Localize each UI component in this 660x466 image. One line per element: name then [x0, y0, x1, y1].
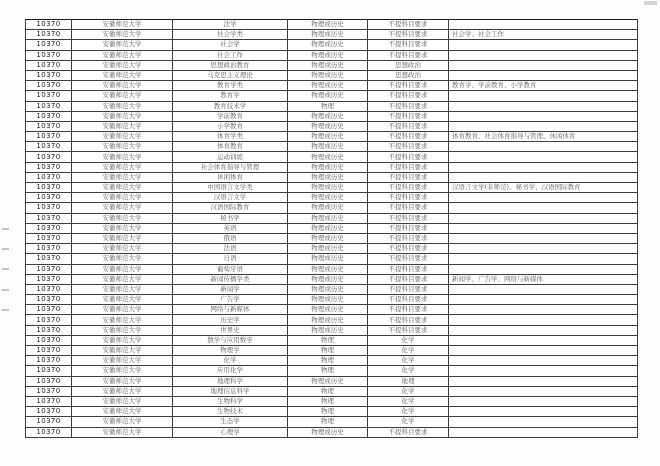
college-name-cell: 安徽师范大学 [72, 70, 173, 80]
primary-subject-cell: 物理或历史 [288, 81, 368, 91]
major-name-cell: 化学 [173, 356, 288, 366]
table-row [26, 427, 638, 437]
primary-subject-cell: 物理或历史 [288, 152, 368, 162]
table-row [26, 325, 638, 335]
college-name-cell: 安徽师范大学 [72, 20, 173, 30]
secondary-subject-cell: 不提科目要求 [368, 183, 449, 193]
secondary-subject-cell: 思想政治 [368, 60, 449, 70]
table-row [26, 244, 638, 254]
college-code-cell: 10370 [26, 305, 72, 315]
college-name-cell: 安徽师范大学 [72, 417, 173, 427]
college-name-cell: 安徽师范大学 [72, 376, 173, 386]
remark-cell [449, 417, 638, 427]
remark-cell [449, 284, 638, 294]
college-code-cell: 10370 [26, 70, 72, 80]
major-name-cell: 学前教育 [173, 111, 288, 121]
college-code-cell: 10370 [26, 30, 72, 40]
major-name-cell: 英语 [173, 223, 288, 233]
college-name-cell: 安徽师范大学 [72, 346, 173, 356]
college-name-cell: 安徽师范大学 [72, 132, 173, 142]
table-row [26, 396, 638, 406]
secondary-subject-cell: 不提科目要求 [368, 274, 449, 284]
secondary-subject-cell: 化学 [368, 386, 449, 396]
primary-subject-cell: 物理或历史 [288, 60, 368, 70]
college-code-cell: 10370 [26, 346, 72, 356]
table-row [26, 111, 638, 121]
secondary-subject-cell: 不提科目要求 [368, 142, 449, 152]
remark-cell [449, 315, 638, 325]
table-row [26, 172, 638, 182]
college-name-cell: 安徽师范大学 [72, 223, 173, 233]
primary-subject-cell: 物理或历史 [288, 244, 368, 254]
table-row [26, 60, 638, 70]
primary-subject-cell: 物理或历史 [288, 183, 368, 193]
secondary-subject-cell: 化学 [368, 346, 449, 356]
college-name-cell: 安徽师范大学 [72, 91, 173, 101]
primary-subject-cell: 物理或历史 [288, 162, 368, 172]
secondary-subject-cell: 不提科目要求 [368, 101, 449, 111]
college-code-cell: 10370 [26, 142, 72, 152]
admission-requirements-table [25, 19, 638, 438]
table-row [26, 346, 638, 356]
major-name-cell: 地理信息科学 [173, 386, 288, 396]
college-code-cell: 10370 [26, 132, 72, 142]
remark-cell [449, 91, 638, 101]
major-name-cell: 思想政治教育 [173, 60, 288, 70]
remark-cell [449, 244, 638, 254]
remark-cell [449, 50, 638, 60]
college-name-cell: 安徽师范大学 [72, 315, 173, 325]
college-name-cell: 安徽师范大学 [72, 427, 173, 437]
table-row [26, 335, 638, 345]
secondary-subject-cell: 不提科目要求 [368, 427, 449, 437]
primary-subject-cell: 物理或历史 [288, 20, 368, 30]
primary-subject-cell: 物理 [288, 386, 368, 396]
college-code-cell: 10370 [26, 386, 72, 396]
primary-subject-cell: 物理 [288, 396, 368, 406]
secondary-subject-cell: 不提科目要求 [368, 30, 449, 40]
college-name-cell: 安徽师范大学 [72, 396, 173, 406]
college-code-cell: 10370 [26, 315, 72, 325]
table-row [26, 142, 638, 152]
primary-subject-cell: 物理或历史 [288, 284, 368, 294]
remark-cell [449, 172, 638, 182]
college-name-cell: 安徽师范大学 [72, 162, 173, 172]
college-name-cell: 安徽师范大学 [72, 233, 173, 243]
college-code-cell: 10370 [26, 40, 72, 50]
remark-cell [449, 223, 638, 233]
secondary-subject-cell: 不提科目要求 [368, 40, 449, 50]
major-name-cell: 生物技术 [173, 407, 288, 417]
college-code-cell: 10370 [26, 20, 72, 30]
remark-cell [449, 111, 638, 121]
primary-subject-cell: 物理或历史 [288, 91, 368, 101]
primary-subject-cell: 物理或历史 [288, 213, 368, 223]
college-code-cell: 10370 [26, 193, 72, 203]
primary-subject-cell: 物理或历史 [288, 305, 368, 315]
college-code-cell: 10370 [26, 91, 72, 101]
major-name-cell: 体育学类 [173, 132, 288, 142]
college-name-cell: 安徽师范大学 [72, 386, 173, 396]
major-name-cell: 数学与应用数学 [173, 335, 288, 345]
secondary-subject-cell: 化学 [368, 366, 449, 376]
major-name-cell: 地理科学 [173, 376, 288, 386]
primary-subject-cell: 物理 [288, 356, 368, 366]
secondary-subject-cell: 不提科目要求 [368, 111, 449, 121]
secondary-subject-cell: 不提科目要求 [368, 50, 449, 60]
college-code-cell: 10370 [26, 274, 72, 284]
remark-cell: 体育教育、社会体育指导与管理、休闲体育 [449, 132, 638, 142]
secondary-subject-cell: 不提科目要求 [368, 152, 449, 162]
remark-cell [449, 335, 638, 345]
table-row [26, 386, 638, 396]
remark-cell [449, 396, 638, 406]
remark-cell [449, 233, 638, 243]
secondary-subject-cell: 化学 [368, 335, 449, 345]
table-row [26, 132, 638, 142]
table-row [26, 315, 638, 325]
table-row [26, 81, 638, 91]
table-row [26, 40, 638, 50]
secondary-subject-cell: 思想政治 [368, 70, 449, 80]
college-name-cell: 安徽师范大学 [72, 366, 173, 376]
secondary-subject-cell: 不提科目要求 [368, 213, 449, 223]
primary-subject-cell: 物理 [288, 101, 368, 111]
secondary-subject-cell: 不提科目要求 [368, 284, 449, 294]
scan-noise [2, 268, 9, 270]
college-code-cell: 10370 [26, 50, 72, 60]
table-row [26, 254, 638, 264]
primary-subject-cell: 物理 [288, 417, 368, 427]
secondary-subject-cell: 不提科目要求 [368, 20, 449, 30]
college-code-cell: 10370 [26, 376, 72, 386]
remark-cell [449, 407, 638, 417]
major-name-cell: 社会学 [173, 40, 288, 50]
major-name-cell: 运动训练 [173, 152, 288, 162]
college-code-cell: 10370 [26, 335, 72, 345]
table-row [26, 193, 638, 203]
remark-cell [449, 213, 638, 223]
college-code-cell: 10370 [26, 356, 72, 366]
major-name-cell: 葡萄牙语 [173, 264, 288, 274]
remark-cell [449, 264, 638, 274]
college-code-cell: 10370 [26, 427, 72, 437]
primary-subject-cell: 物理或历史 [288, 40, 368, 50]
primary-subject-cell: 物理或历史 [288, 203, 368, 213]
college-name-cell: 安徽师范大学 [72, 81, 173, 91]
remark-cell [449, 203, 638, 213]
table-row [26, 295, 638, 305]
secondary-subject-cell: 不提科目要求 [368, 162, 449, 172]
secondary-subject-cell: 不提科目要求 [368, 264, 449, 274]
secondary-subject-cell: 不提科目要求 [368, 325, 449, 335]
major-name-cell: 小学教育 [173, 121, 288, 131]
remark-cell [449, 142, 638, 152]
remark-cell [449, 427, 638, 437]
remark-cell [449, 305, 638, 315]
remark-cell [449, 386, 638, 396]
primary-subject-cell: 物理或历史 [288, 172, 368, 182]
remark-cell [449, 20, 638, 30]
remark-cell [449, 70, 638, 80]
college-name-cell: 安徽师范大学 [72, 172, 173, 182]
college-code-cell: 10370 [26, 407, 72, 417]
major-name-cell: 新闻传播学类 [173, 274, 288, 284]
primary-subject-cell: 物理或历史 [288, 264, 368, 274]
major-name-cell: 教育学类 [173, 81, 288, 91]
remark-cell [449, 60, 638, 70]
major-name-cell: 秘书学 [173, 213, 288, 223]
remark-cell [449, 346, 638, 356]
college-code-cell: 10370 [26, 295, 72, 305]
primary-subject-cell: 物理或历史 [288, 427, 368, 437]
major-name-cell: 中国语言文学类 [173, 183, 288, 193]
major-name-cell: 社会学类 [173, 30, 288, 40]
table-row [26, 366, 638, 376]
college-code-cell: 10370 [26, 203, 72, 213]
college-name-cell: 安徽师范大学 [72, 274, 173, 284]
primary-subject-cell: 物理或历史 [288, 121, 368, 131]
table-row [26, 101, 638, 111]
college-name-cell: 安徽师范大学 [72, 60, 173, 70]
college-code-cell: 10370 [26, 213, 72, 223]
remark-cell [449, 101, 638, 111]
table-row [26, 183, 638, 193]
college-code-cell: 10370 [26, 81, 72, 91]
remark-cell [449, 40, 638, 50]
secondary-subject-cell: 化学 [368, 356, 449, 366]
table-row [26, 233, 638, 243]
remark-cell: 社会学、社会工作 [449, 30, 638, 40]
table-row [26, 152, 638, 162]
college-name-cell: 安徽师范大学 [72, 325, 173, 335]
college-code-cell: 10370 [26, 183, 72, 193]
primary-subject-cell: 物理 [288, 366, 368, 376]
major-name-cell: 教育技术学 [173, 101, 288, 111]
secondary-subject-cell: 化学 [368, 396, 449, 406]
college-code-cell: 10370 [26, 121, 72, 131]
table-row [26, 20, 638, 30]
remark-cell [449, 152, 638, 162]
primary-subject-cell: 物理 [288, 407, 368, 417]
remark-cell [449, 366, 638, 376]
secondary-subject-cell: 不提科目要求 [368, 244, 449, 254]
major-name-cell: 应用化学 [173, 366, 288, 376]
table-row [26, 121, 638, 131]
table-row [26, 203, 638, 213]
college-name-cell: 安徽师范大学 [72, 407, 173, 417]
table-row [26, 162, 638, 172]
primary-subject-cell: 物理或历史 [288, 295, 368, 305]
scan-noise [2, 228, 9, 230]
major-name-cell: 体育教育 [173, 142, 288, 152]
major-name-cell: 生态学 [173, 417, 288, 427]
remark-cell [449, 121, 638, 131]
secondary-subject-cell: 不提科目要求 [368, 254, 449, 264]
major-name-cell: 历史学 [173, 315, 288, 325]
primary-subject-cell: 物理或历史 [288, 325, 368, 335]
primary-subject-cell: 物理或历史 [288, 274, 368, 284]
college-name-cell: 安徽师范大学 [72, 264, 173, 274]
college-code-cell: 10370 [26, 152, 72, 162]
college-name-cell: 安徽师范大学 [72, 152, 173, 162]
table-row [26, 91, 638, 101]
major-name-cell: 社会体育指导与管理 [173, 162, 288, 172]
scan-noise [2, 309, 9, 311]
secondary-subject-cell: 不提科目要求 [368, 91, 449, 101]
college-name-cell: 安徽师范大学 [72, 203, 173, 213]
remark-cell [449, 325, 638, 335]
primary-subject-cell: 物理或历史 [288, 254, 368, 264]
scan-noise [2, 289, 9, 291]
primary-subject-cell: 物理 [288, 335, 368, 345]
college-code-cell: 10370 [26, 417, 72, 427]
remark-cell: 教育学、学前教育、小学教育 [449, 81, 638, 91]
college-name-cell: 安徽师范大学 [72, 284, 173, 294]
table-row [26, 30, 638, 40]
major-name-cell: 生物科学 [173, 396, 288, 406]
primary-subject-cell: 物理 [288, 346, 368, 356]
secondary-subject-cell: 不提科目要求 [368, 305, 449, 315]
table-row [26, 407, 638, 417]
major-name-cell: 日语 [173, 254, 288, 264]
college-name-cell: 安徽师范大学 [72, 295, 173, 305]
college-name-cell: 安徽师范大学 [72, 40, 173, 50]
college-code-cell: 10370 [26, 325, 72, 335]
major-name-cell: 俄语 [173, 233, 288, 243]
major-name-cell: 马克思主义理论 [173, 70, 288, 80]
table-row [26, 223, 638, 233]
secondary-subject-cell: 不提科目要求 [368, 295, 449, 305]
secondary-subject-cell: 化学 [368, 417, 449, 427]
major-name-cell: 法学 [173, 20, 288, 30]
college-code-cell: 10370 [26, 172, 72, 182]
college-name-cell: 安徽师范大学 [72, 244, 173, 254]
college-code-cell: 10370 [26, 396, 72, 406]
secondary-subject-cell: 不提科目要求 [368, 81, 449, 91]
college-code-cell: 10370 [26, 162, 72, 172]
table-row [26, 50, 638, 60]
table-row [26, 284, 638, 294]
college-code-cell: 10370 [26, 264, 72, 274]
remark-cell: 新闻学、广告学、网络与新媒体 [449, 274, 638, 284]
college-name-cell: 安徽师范大学 [72, 101, 173, 111]
scan-noise [2, 248, 9, 250]
major-name-cell: 教育学 [173, 91, 288, 101]
primary-subject-cell: 物理或历史 [288, 111, 368, 121]
college-name-cell: 安徽师范大学 [72, 142, 173, 152]
secondary-subject-cell: 地理 [368, 376, 449, 386]
college-code-cell: 10370 [26, 284, 72, 294]
primary-subject-cell: 物理或历史 [288, 233, 368, 243]
major-name-cell: 法语 [173, 244, 288, 254]
major-name-cell: 心理学 [173, 427, 288, 437]
table-body [26, 20, 638, 438]
college-code-cell: 10370 [26, 223, 72, 233]
primary-subject-cell: 物理或历史 [288, 50, 368, 60]
major-name-cell: 汉语国际教育 [173, 203, 288, 213]
remark-cell [449, 376, 638, 386]
college-name-cell: 安徽师范大学 [72, 50, 173, 60]
primary-subject-cell: 物理或历史 [288, 142, 368, 152]
college-code-cell: 10370 [26, 366, 72, 376]
college-name-cell: 安徽师范大学 [72, 356, 173, 366]
remark-cell: 汉语言文学(非师范)、秘书学、汉语国际教育 [449, 183, 638, 193]
table-row [26, 356, 638, 366]
secondary-subject-cell: 不提科目要求 [368, 193, 449, 203]
primary-subject-cell: 物理或历史 [288, 70, 368, 80]
remark-cell [449, 193, 638, 203]
remark-cell [449, 356, 638, 366]
secondary-subject-cell: 不提科目要求 [368, 172, 449, 182]
primary-subject-cell: 物理或历史 [288, 30, 368, 40]
major-name-cell: 休闲体育 [173, 172, 288, 182]
college-code-cell: 10370 [26, 233, 72, 243]
major-name-cell: 新闻学 [173, 284, 288, 294]
college-code-cell: 10370 [26, 244, 72, 254]
table-row [26, 264, 638, 274]
secondary-subject-cell: 不提科目要求 [368, 132, 449, 142]
remark-cell [449, 254, 638, 264]
college-code-cell: 10370 [26, 254, 72, 264]
college-name-cell: 安徽师范大学 [72, 183, 173, 193]
college-name-cell: 安徽师范大学 [72, 193, 173, 203]
college-name-cell: 安徽师范大学 [72, 121, 173, 131]
major-name-cell: 物理学 [173, 346, 288, 356]
secondary-subject-cell: 不提科目要求 [368, 315, 449, 325]
primary-subject-cell: 物理或历史 [288, 193, 368, 203]
primary-subject-cell: 物理或历史 [288, 132, 368, 142]
college-code-cell: 10370 [26, 60, 72, 70]
remark-cell [449, 162, 638, 172]
table-row [26, 376, 638, 386]
college-name-cell: 安徽师范大学 [72, 305, 173, 315]
table-row [26, 417, 638, 427]
major-name-cell: 社会工作 [173, 50, 288, 60]
primary-subject-cell: 物理或历史 [288, 376, 368, 386]
college-code-cell: 10370 [26, 111, 72, 121]
major-name-cell: 世界史 [173, 325, 288, 335]
major-name-cell: 汉语言文学 [173, 193, 288, 203]
major-name-cell: 广告学 [173, 295, 288, 305]
college-name-cell: 安徽师范大学 [72, 30, 173, 40]
table-row [26, 305, 638, 315]
secondary-subject-cell: 不提科目要求 [368, 203, 449, 213]
secondary-subject-cell: 不提科目要求 [368, 121, 449, 131]
scan-artifact [644, 1, 657, 5]
college-name-cell: 安徽师范大学 [72, 254, 173, 264]
table-row [26, 70, 638, 80]
college-name-cell: 安徽师范大学 [72, 335, 173, 345]
table-row [26, 213, 638, 223]
secondary-subject-cell: 不提科目要求 [368, 233, 449, 243]
major-name-cell: 网络与新媒体 [173, 305, 288, 315]
college-name-cell: 安徽师范大学 [72, 111, 173, 121]
primary-subject-cell: 物理或历史 [288, 315, 368, 325]
remark-cell [449, 295, 638, 305]
college-code-cell: 10370 [26, 101, 72, 111]
primary-subject-cell: 物理或历史 [288, 223, 368, 233]
secondary-subject-cell: 化学 [368, 407, 449, 417]
table-row [26, 274, 638, 284]
secondary-subject-cell: 不提科目要求 [368, 223, 449, 233]
college-name-cell: 安徽师范大学 [72, 213, 173, 223]
